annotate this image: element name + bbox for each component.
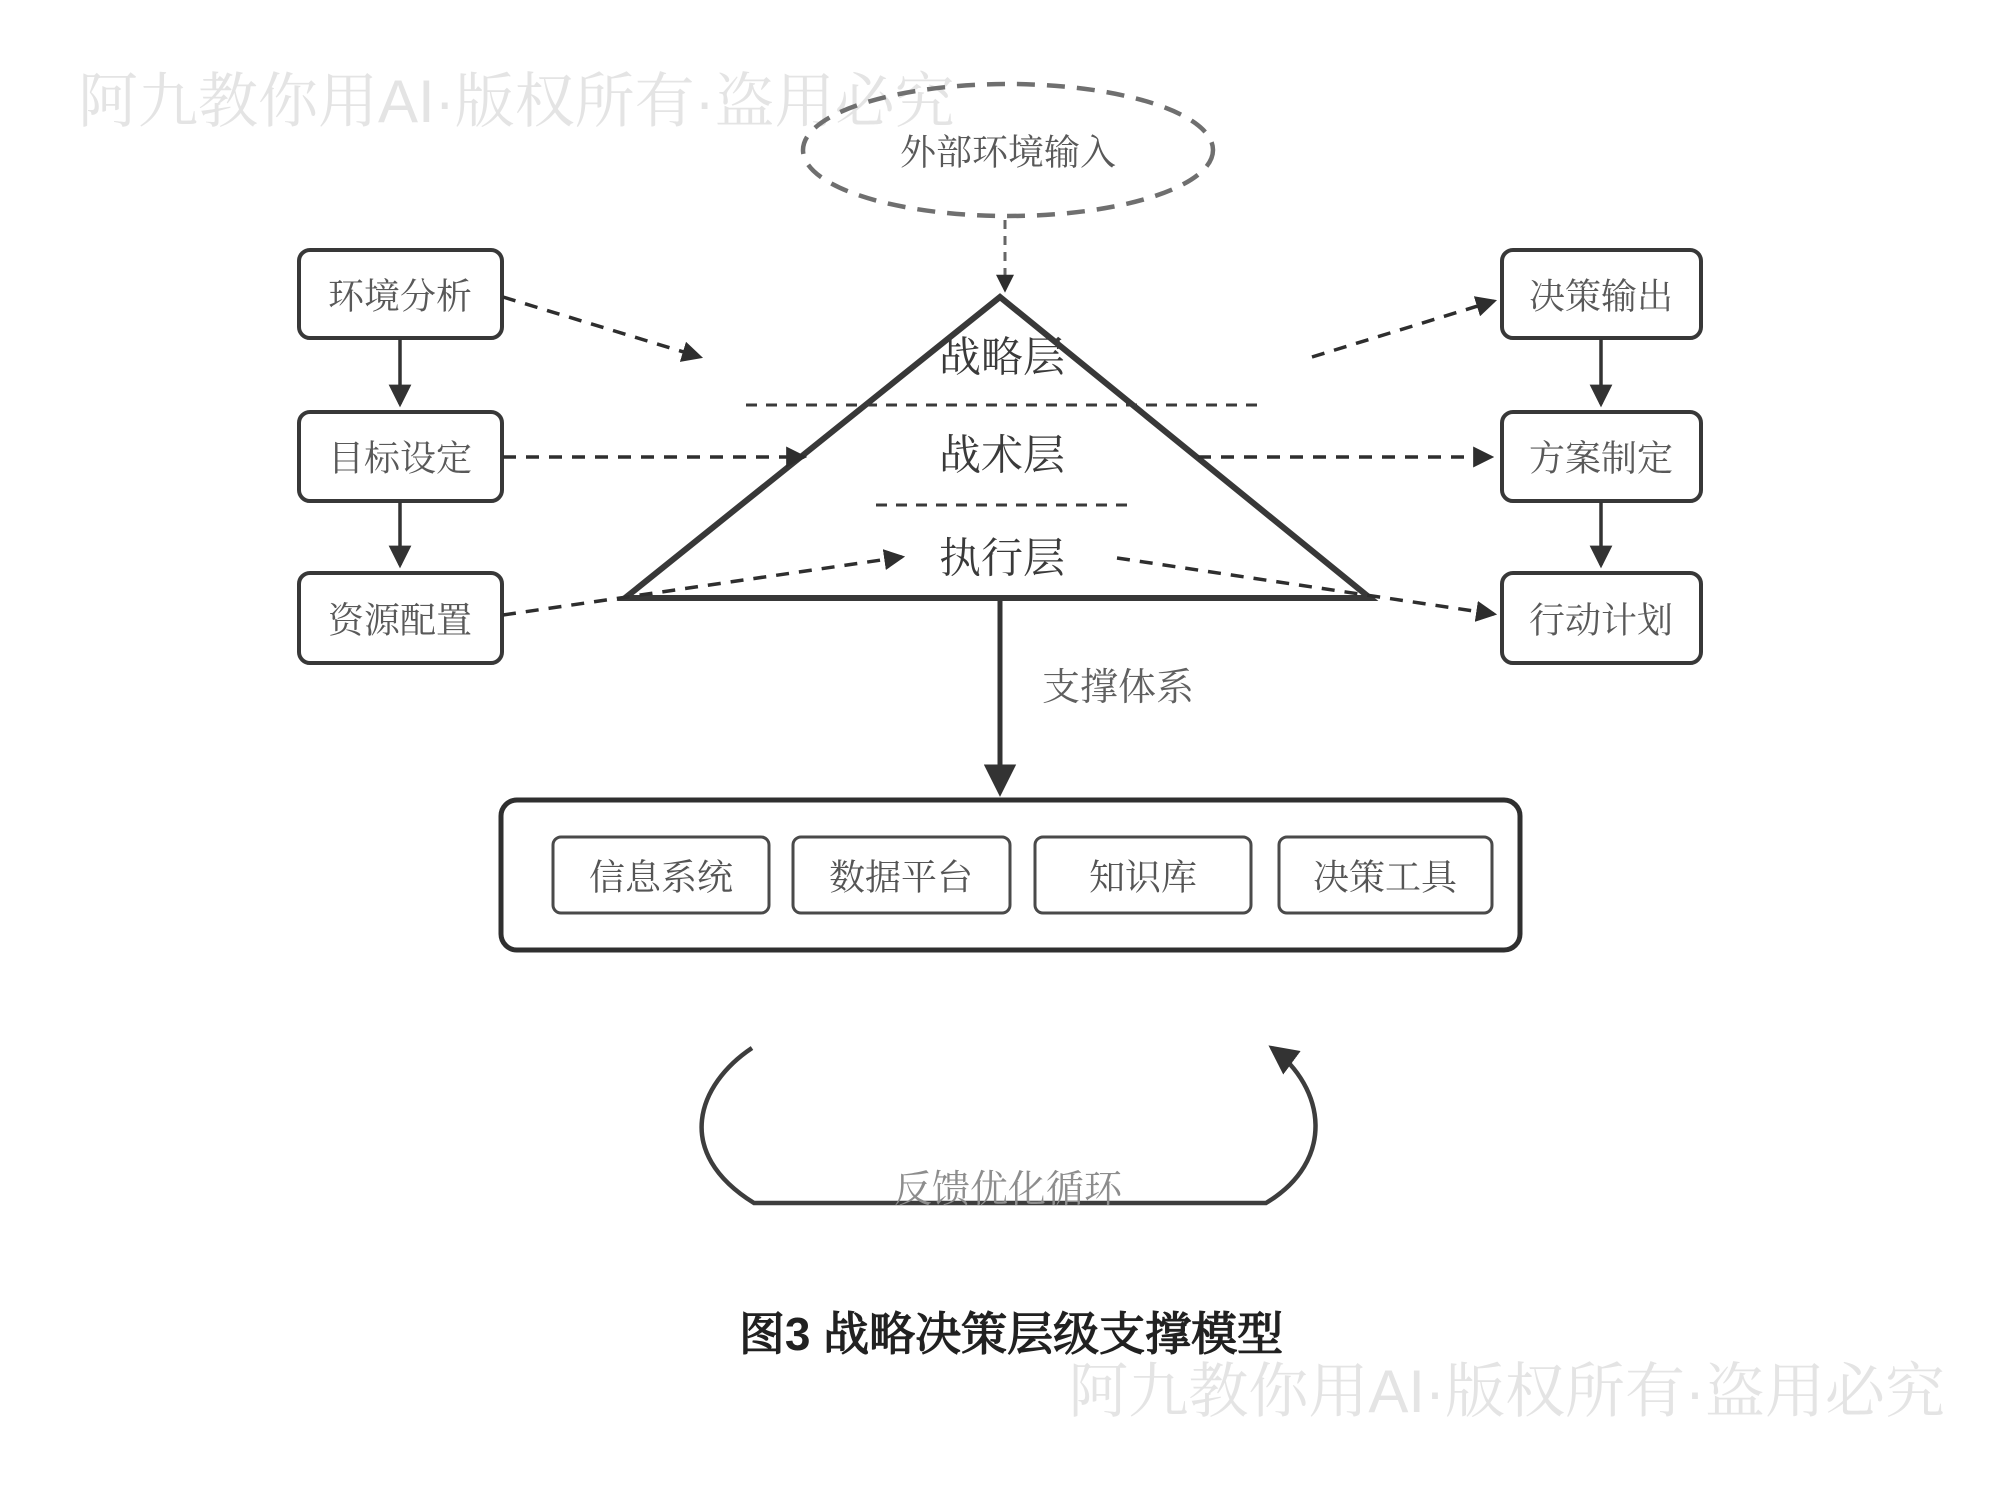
support-arrow-label: 支撑体系 [1041,667,1195,709]
environment-analysis-label: 环境分析 [327,275,473,317]
feedback-loop-label: 反馈优化循环 [893,1169,1123,1211]
decision-tools-label: 决策工具 [1312,856,1458,898]
goal-setting-label: 目标设定 [327,437,473,479]
information-system-label: 信息系统 [588,856,734,898]
node-action-plan [1502,573,1701,663]
resource-allocation-label: 资源配置 [327,599,473,641]
node-resource-allocation [299,573,502,663]
module-information-system [553,837,769,913]
pyramid-layer-tactics: 战术层 [938,431,1066,479]
action-plan-label: 行动计划 [1528,599,1674,641]
module-decision-tools [1279,837,1492,913]
watermark-bottom: 阿九教你用AI·版权所有·盗用必究 [1068,1358,1945,1425]
pyramid-layer-strategy: 战略层 [938,333,1066,381]
figure-caption: 图3 战略决策层级支撑模型 [738,1308,1284,1360]
module-data-platform [793,837,1010,913]
left-flow-group [299,250,502,663]
node-plan-formulation [1502,412,1701,501]
watermark-top: 阿九教你用AI·版权所有·盗用必究 [78,68,955,135]
node-goal-setting [299,412,502,501]
plan-formulation-label: 方案制定 [1528,437,1674,479]
pyramid-layer-execution: 执行层 [938,534,1066,582]
right-flow-group [1502,250,1701,663]
module-knowledge-base [1035,837,1251,913]
node-decision-output [1502,250,1701,338]
node-environment-analysis [299,250,502,338]
data-platform-label: 数据平台 [828,856,974,898]
external-input-label: 外部环境输入 [899,131,1117,173]
decision-output-label: 决策输出 [1528,275,1674,317]
knowledge-base-label: 知识库 [1088,856,1198,898]
support-container-group [501,800,1520,950]
